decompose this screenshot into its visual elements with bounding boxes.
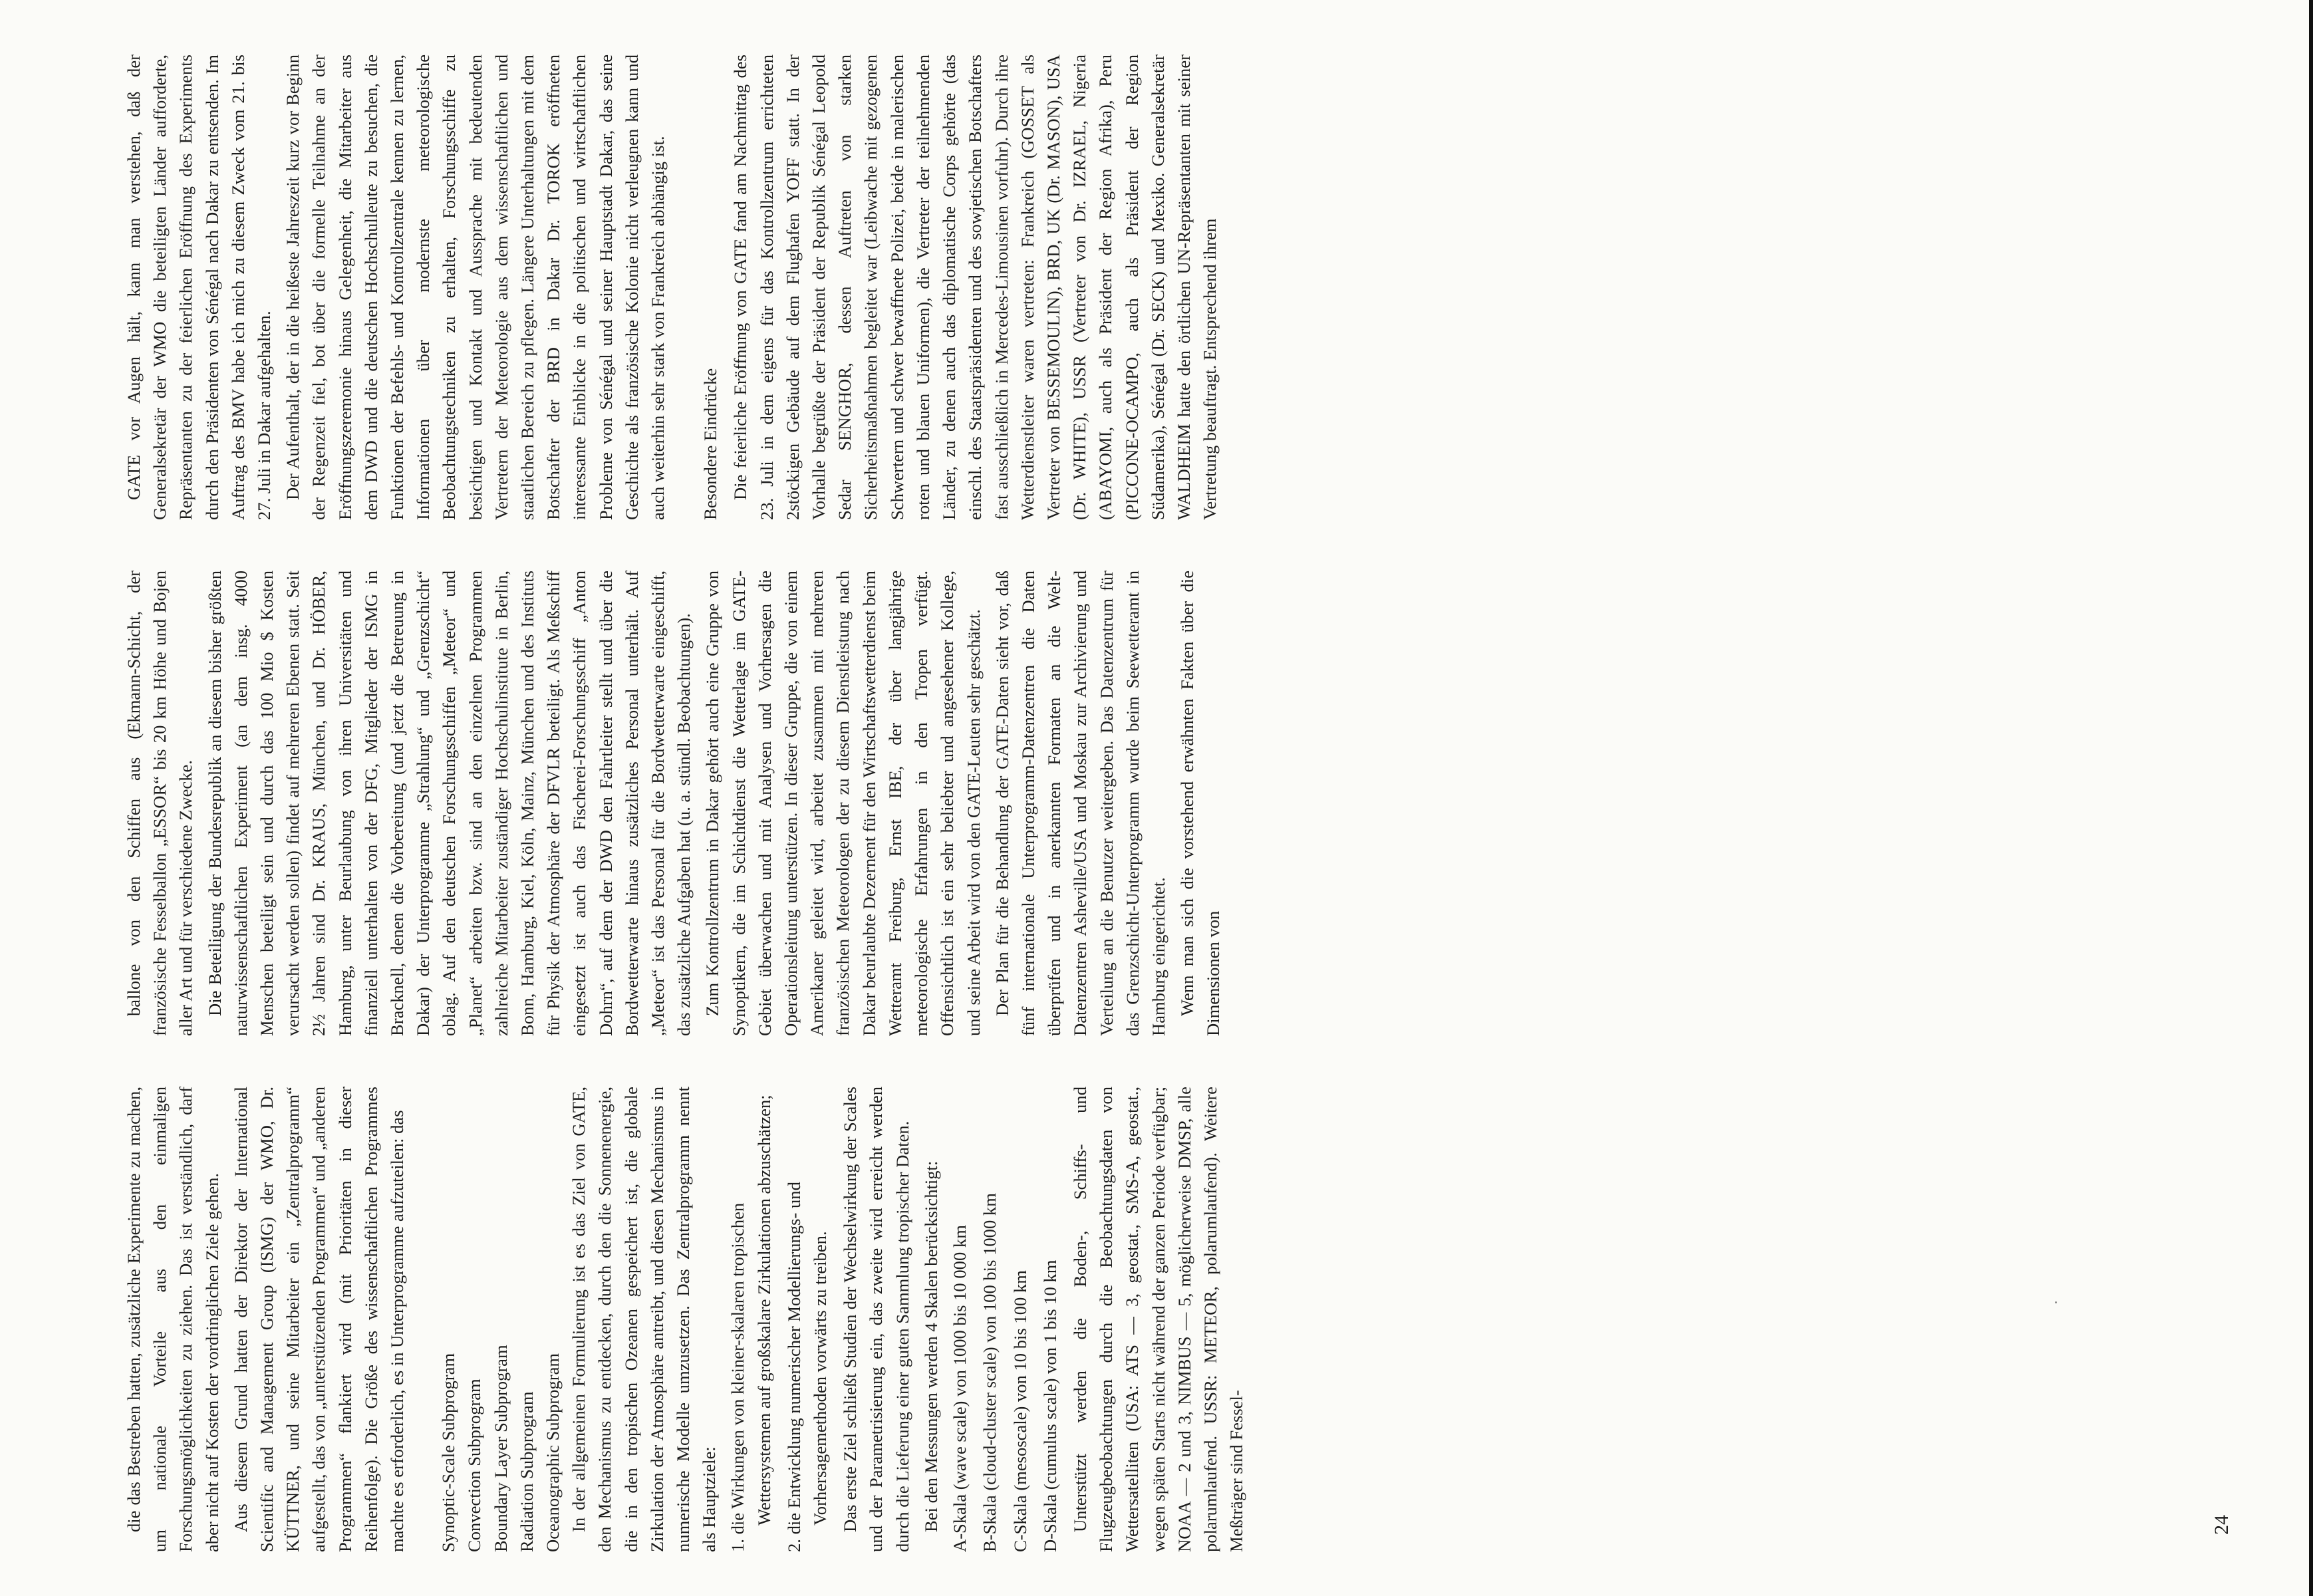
text-column-2 [121,571,1224,1036]
subprogram-name: Boundary Layer Subprogram [490,1345,511,1552]
text-columns [121,55,1247,1552]
paragraph: In der allgemeinen Formulierung ist es das Ziel von GATE, den Mechanismus zu entdecken, durch den die Sonnenenergie, die in den tropischen Ozeanen gespeichert ist, die globale Zirkulation der Atmosphäre antreibt, und diesen Mechanismus in numerische Modelle umzusetzen. Das Zentralprogramm nennt als Hauptziele: [569,1087,720,1552]
subprogram-name: Convection Subprogram [464,1379,485,1552]
section-heading: Besondere Eindrücke [700,368,721,520]
list-item: D-Skala (cumulus scale) von 1 bis 10 km [1039,1260,1060,1552]
scan-speck [2055,1301,2057,1303]
subprogram-name: Synoptic-Scale Subprogram [438,1353,459,1552]
paragraph: Der Plan für die Behandlung der GATE-Daten sieht vor, daß fünf internationale Unterprogramm-Datenzentren die Daten überprüfen und in anerkannten Formaten an die Welt-Datenzentren Asheville/USA und Moskau zur Archivierung und Verteilung an die Benutzer weitergeben. Das Datenzentrum für das Grenzschicht-Unterprogramm wurde beim Seewetteramt in Hamburg eingerichtet. [992,571,1168,1036]
paragraph: Unterstützt werden die Boden-, Schiffs- und Flugzeugbeobachtungen durch die Beobachtungsdaten von Wettersatelliten (USA: ATS — 3, geostat., SMS-A, geostat., wegen späten Starts nicht während der ganzen Periode verfügbar; NOAA — 2 und 3, NIMBUS — 5, möglicherweise DMSP, alle polarumlaufend. USSR: METEOR, polarumlaufend). Weitere Meßträger sind Fessel- [1069,1087,1247,1552]
paragraph: Die Beteiligung der Bundesrepublik an diesem bisher größten naturwissenschaftlichen Experiment (an dem insg. 4000 Menschen beteiligt sein und durch das 100 Mio $ Kosten verursacht werden sollen) findet auf mehreren Ebenen statt. Seit 2½ Jahren sind Dr. KRAUS, München, und Dr. HÖBER, Hamburg, unter Beurlaubung von ihren Universitäten und finanziell unterhalten von der DFG, Mitglieder der ISMG in Bracknell, denen die Vorbereitung (und jetzt die Betreuung in Dakar) der Unterprogramme „Strahlung“ und „Grenzschicht“ oblag. Auf den deutschen Forschungsschiffen „Meteor“ und „Planet“ arbeiten bzw. sind an den einzelnen Programmen zahlreiche Mitarbeiter zuständiger Hochschulinstitute in Berlin, Bonn, Hamburg, Kiel, Köln, Mainz, München und des Instituts für Physik der Atmosphäre der DFVLR beteiligt. Als Meßschiff eingesetzt ist auch das Fischerei-Forschungsschiff „Anton Dohrn“, auf dem der DWD den Fahrtleiter stellt und über die Bordwetterwarte hinaus zusätzliches Personal unterhält. Auf „Meteor“ ist das Personal für die Bordwetterwarte eingeschifft, das zusätzliche Aufgaben hat (u. a. stündl. Beobachtungen). [204,571,694,1036]
paragraph: Aus diesem Grund hatten der Direktor der International Scientific and Management Group (ISMG) der WMO, Dr. KÜTTNER, und seine Mitarbeiter ein „Zentralprogramm“ aufgestellt, das von „unterstützenden Programmen“ und „anderen Programmen“ flankiert wird (mit Prioritäten in dieser Reihenfolge). Die Größe des wissenschaftlichen Programmes machte es erforderlich, es in Unterprogramme aufzuteilen: das [230,1087,408,1552]
list-item: A-Skala (wave scale) von 1000 bis 10 000 km [950,1225,970,1552]
paragraph: Der Aufenthalt, der in die heißeste Jahreszeit kurz vor Beginn der Regenzeit fiel, bot über die formelle Teilnahme an der Eröffnungszeremonie hinaus Gelegenheit, die Mitarbeiter aus dem DWD und die deutschen Hochschulleute zu besuchen, die Funktionen der Befehls- und Kontrollzentrale kennen zu lernen, Informationen über modernste meteorologische Beobachtungstechniken zu erhalten, Forschungsschiffe zu besichtigen und Kontakt und Aussprache mit bedeutenden Vertretern der Meteorologie aus dem wissenschaftlichen und staatlichen Bereich zu pflegen. Längere Unterhaltungen mit dem Botschafter der BRD in Dakar Dr. TOROK eröffneten interessante Einblicke in die politischen und wirtschaftlichen Probleme von Sénégal und seiner Hauptstadt Dakar, das seine Geschichte als französische Kolonie nicht verleugnen kann und auch weiterhin sehr stark von Frankreich abhängig ist. [283,55,668,520]
paragraph: Zum Kontrollzentrum in Dakar gehört auch eine Gruppe von Synoptikern, die im Schichtdienst die Wetterlage im GATE-Gebiet überwachen und mit Analysen und Vorhersagen die Operationsleitung unterstützen. In dieser Gruppe, die von einem Amerikaner geleitet wird, arbeitet zusammen mit mehreren französischen Meteorologen der zu diesem Dienstleistung nach Dakar beurlaubte Dezernent für den Wirtschaftswetterdienst beim Wetteramt Freiburg, Ernst IBE, der über langjährige meteorologische Erfahrungen in den Tropen verfügt. Offensichtlich ist ein sehr beliebter und angesehener Kollege, und seine Arbeit wird von den GATE-Leuten sehr geschätzt. [702,571,984,1036]
list-item: 2. die Entwicklung numerischer Modellierungs- und Vorhersagemethoden vorwärts zu treiben. [783,1182,831,1552]
paragraph: Das erste Ziel schließt Studien der Wechselwirkung der Scales und der Parametrisierung ein, das zweite wird erreicht werden durch die Lieferung einer guten Sammlung tropischer Daten. [840,1087,912,1552]
spacer [413,1087,436,1552]
list-item: 1. die Wirkungen von kleiner-skalaren tropischen Wettersystemen auf großskalare Zirkulationen abzuschätzen; [728,1095,774,1552]
enumerated-list [725,1087,833,1552]
paragraph: Wenn man sich die vorstehend erwähnten Fakten über die Dimensionen von [1177,571,1224,1036]
paragraph: die das Bestreben hatten, zusätzliche Experimente zu machen, um nationale Vorteile aus den einmaligen Forschungsmöglichkeiten zu ziehen. Das ist verständlich, darf aber nicht auf Kosten der vordringlichen Ziele gehen. [124,1087,222,1552]
enumerated-list [947,1087,1063,1552]
paragraph: Die feierliche Eröffnung von GATE fand am Nachmittag des 23. Juli in dem eigens für das Kontrollzentrum errichteten 2stöckigen Gebäude auf dem Flughafen YOFF statt. In der Vorhalle begrüßte der Präsident der Republik Sénégal Leopold Sedar SENGHOR, dessen Auftreten von starken Sicherheitsmaßnahmen begleitet war (Leibwache mit gezogenen Schwertern und schwer bewaffnete Polizei, beide in malerischen roten und blauen Uniformen), die Vertreter der teilnehmenden Länder, zu denen auch das diplomatische Corps gehörte (das einschl. des Staatspräsidenten und des sowjetischen Botschafters fast ausschließlich in Mercedes-Limousinen vorfuhr). Durch ihre Wetterdienstleiter waren vertreten: Frankreich (GOSSET als Vertreter von BESSEMOULIN), BRD, UK (Dr. MASON), USA (Dr. WHITE), USSR (Vertreter von Dr. IZRAEL, Nigeria (ABAYOMI, auch als Präsident der Region Afrika), Peru (PICCONE-OCAMPO, auch als Präsident der Region Südamerika), Sénégal (Dr. SECK) und Mexiko. Generalsekretär WALDHEIM hatte den örtlichen UN-Repräsentanten mit seiner Vertretung beauftragt. Entsprechend ihrem [730,55,1220,520]
text-column-1 [121,1087,1247,1552]
paragraph: GATE vor Augen hält, kann man verstehen, daß der Generalsekretär der WMO die beteiligten Länder aufforderte, Repräsentanten zu der feierlichen Eröffnung des Experiments durch den Präsidenten von Sénégal nach Dakar zu entsenden. Im Auftrag des BMV habe ich mich zu diesem Zweck vom 21. bis 27. Juli in Dakar aufgehalten. [124,55,275,520]
list-item: C-Skala (mesoscale) von 10 bis 100 km [1010,1270,1030,1552]
paragraph: Bei den Messungen werden 4 Skalen berücksichtigt: [920,1160,941,1532]
list-item: B-Skala (cloud-cluster scale) von 100 bis 1000 km [980,1193,1000,1552]
paragraph: ballone von den Schiffen aus (Ekmann-Schicht, der französische Fesselballon „ESSOR“ bis 20 km Höhe und Bojen aller Art und für verschiedene Zwecke. [124,571,196,1036]
subprogram-name: Oceanographic Subprogram [543,1353,563,1552]
text-column-3 [121,55,1220,520]
scan-edge-shadow [2309,0,2313,1596]
page-number: 24 [2211,1515,2233,1535]
subprogram-name: Radiation Subprogram [516,1391,537,1552]
